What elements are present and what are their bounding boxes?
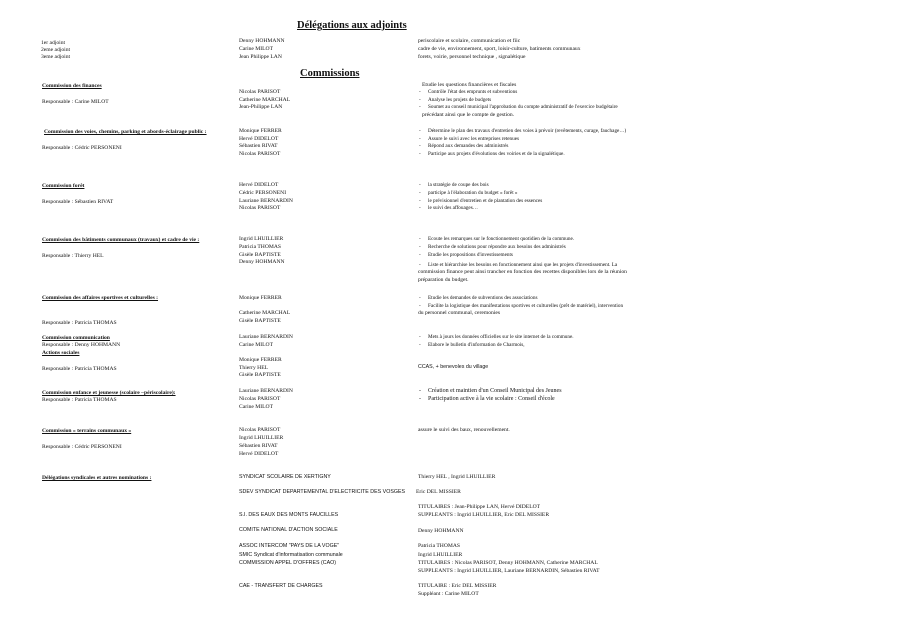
member-name: Catherine MARCHAL [239, 97, 291, 103]
duty-item: - la stratégie de coupe des bois [428, 182, 489, 190]
commission-label: Commission forêt [42, 183, 85, 189]
commission-label: Commission « terrains communaux » [42, 428, 132, 434]
commission-responsible: Responsable : Denny HOHMANN [42, 342, 121, 348]
organization-name: COMITE NATIONAL D'ACTION SOCIALE [239, 527, 338, 533]
commission-responsible: Responsable : Carine MILOT [42, 99, 109, 105]
member-name: Carine MILOT [239, 404, 274, 410]
duty-item: - Contrôle l'état des emprunts et subventions [428, 89, 517, 97]
member-name: Gisèle BAPTISTE [239, 252, 281, 258]
member-name: Denny HOHMANN [239, 259, 285, 265]
commission-label: Commission des affaires sportives et culturelles : [42, 295, 159, 301]
member-name: Lauriane BERNARDIN [239, 334, 293, 340]
duty-item: - Elabore le bulletin d'information de Charmois, [428, 342, 525, 350]
duty-text: CCAS, + benevoles du village [418, 364, 489, 370]
duty-intro: Etudie les questions financières et fiscales [422, 82, 517, 88]
member-name: Lauriane BERNARDIN [239, 388, 293, 394]
duty-item: - Répond aux demandes des administrés [428, 143, 508, 151]
duty-item: - Soumet au conseil municipal l'approbation du compte administratif de l'exercice budgétaire [428, 104, 618, 112]
duty-item: - participe à l'élaboration du budget « forêt » [428, 190, 518, 198]
duty-item: - le prévisionnel d'entretien et de plantation des essences [428, 198, 542, 206]
page-title: Délégations aux adjoints [297, 20, 407, 31]
adjoint-name: Carine MILOT [239, 46, 274, 52]
delegate-names: Patricia THOMAS [418, 543, 461, 549]
member-name: Catherine MARCHAL [239, 310, 291, 316]
member-name: Nicolas PARISOT [239, 89, 281, 95]
duty-item: - Recherche de solutions pour répondre aux besoins des administrés [428, 244, 566, 252]
delegate-names: Eric DEL MISSIER [416, 489, 461, 495]
member-name: Ingrid LHUILLIER [239, 435, 284, 441]
delegate-names: Denny HOHMANN [418, 528, 464, 534]
duty-item: - Etudie les demandes de subventions des associations [428, 295, 538, 303]
commission-responsible: Responsable : Thierry HEL [42, 253, 104, 259]
member-name: Hervé DIDELOT [239, 136, 279, 142]
organization-name: SDEV SYNDICAT DEPARTEMENTAL D'ELECTRICITE DES VOSGES [239, 489, 406, 495]
delegate-names: SUPPLEANTS : Ingrid LHUILLIER, Eric DEL MISSIER [418, 512, 550, 518]
member-name: Sébastien RIVAT [239, 443, 278, 449]
member-name: Carine MILOT [239, 342, 274, 348]
adjoint-rank: 2eme adjoint [41, 47, 71, 53]
adjoint-rank: 3eme adjoint [41, 54, 71, 60]
organization-name: COMMISSION APPEL D'OFFRES (CAO) [239, 560, 337, 566]
member-name: Monique FERRER [239, 128, 282, 134]
member-name: Lauriane BERNARDIN [239, 198, 293, 204]
duty-item: - Participe aux projets d'évolutions des voiries et de la signalétique. [428, 151, 565, 159]
organization-name: ASSOC INTERCOM "PAYS DE LA VOGE" [239, 543, 340, 549]
member-name: Gisèle BAPTISTE [239, 372, 281, 378]
duty-text: préparation du budget. [418, 277, 469, 283]
duty-item: - Détermine le plan des travaux d'entretien des voies à prévoir (revêtements, curage, fauchage…) [428, 128, 626, 136]
commission-label: Commission communication [42, 335, 110, 341]
duty-item: - Mets à jours les données officielles sur le site internet de la commune. [428, 334, 574, 342]
delegate-names: Ingrid LHUILLIER [418, 552, 463, 558]
member-name: Gisèle BAPTISTE [239, 318, 281, 324]
delegate-names: Thierry HEL , Ingrid LHUILLIER [418, 474, 496, 480]
commission-label: Commission enfance et jeunesse (scolaire –périscolaire): [42, 390, 176, 396]
adjoint-duty: forets, voirie, personnel technique , signalétique [418, 54, 526, 60]
duty-item: - Liste et hiérarchise les besoins en fonctionnement ainsi que les projets d'investissement. La [428, 262, 617, 270]
organization-name: S.I. DES EAUX DES MONTS FAUCILLES [239, 512, 339, 518]
member-name: Hervé DIDELOT [239, 451, 279, 457]
delegate-names: SUPPLEANTS : Ingrid LHUILLIER, Lauriane BERNARDIN, Sébastien RIVAT [418, 568, 600, 574]
duty-item: - Etudie les propositions d'investissements [428, 252, 513, 260]
member-name: Monique FERRER [239, 357, 282, 363]
duty-item: - Ecoute les remarques sur le fonctionnement quotidien de la commune. [428, 236, 574, 244]
commission-label: Commission des finances [42, 83, 102, 89]
commissions-title: Commissions [300, 68, 360, 79]
delegate-names: TITULAIRES : Jean-Philippe LAN, Hervé DIDELOT [418, 504, 541, 510]
member-name: Nicolas PARISOT [239, 396, 281, 402]
commission-label: Actions sociales [42, 350, 80, 356]
adjoint-duty: periscolaire et scolaire, communication et fiic [418, 38, 521, 44]
duty-item: - Création et maintien d'un Conseil Municipal des Jeunes [428, 388, 562, 396]
member-name: Sébastien RIVAT [239, 143, 278, 149]
adjoint-name: Denny HOHMANN [239, 38, 285, 44]
member-name: Nicolas PARISOT [239, 427, 281, 433]
duty-item: - Analyse les projets de budgets [428, 97, 491, 105]
adjoint-name: Jean Philippe LAN [239, 54, 282, 60]
member-name: Cédric PERSONENI [239, 190, 287, 196]
commission-responsible: Responsable : Cédric PERSONENI [42, 145, 122, 151]
commission-label: Commission des bâtiments communaux (travaux) et cadre de vie : [42, 237, 200, 243]
member-name: Ingrid LHUILLIER [239, 236, 284, 242]
member-name: Monique FERRER [239, 295, 282, 301]
commission-responsible: Responsable : Patricia THOMAS [42, 320, 117, 326]
member-name: Nicolas PARISOT [239, 151, 281, 157]
organization-name: SMIC Syndicat d'informatisation communale [239, 552, 343, 558]
organization-name: SYNDICAT SCOLAIRE DE XERTIGNY [239, 474, 331, 480]
adjoint-rank: 1er adjoint [41, 40, 66, 46]
duty-item: - Facilite la logistique des manifestations sportives et culturelles (prêt de matériel), intervention [428, 303, 623, 311]
commission-responsible: Responsable : Patricia THOMAS [42, 366, 117, 372]
duty-text: précédant ainsi que le compte de gestion. [422, 112, 515, 118]
delegate-names: TITULAIRES : Nicolas PARISOT, Denny HOHMANN, Catherine MARCHAL [418, 560, 598, 566]
delegate-names: TITULAIRE : Eric DEL MISSIER [418, 583, 497, 589]
duty-item: - Assure le suivi avec les entreprises retenues [428, 136, 519, 144]
commission-responsible: Responsable : Sébastien RIVAT [42, 199, 114, 205]
commission-responsible: Responsable : Cédric PERSONENI [42, 444, 122, 450]
duty-text: commission finance peut ainsi trancher en fonction des recettes disponibles lors de la réunion [418, 269, 627, 275]
commission-label: Commission des voies, chemins, parking et abords-éclairage public : [44, 129, 207, 135]
duty-item: - Participation active à la vie scolaire : Conseil d'école [428, 396, 555, 404]
duty-text: assure le suivi des baux, renouvellement. [418, 427, 510, 433]
adjoint-duty: cadre de vie, environnement, sport, loisir-culture, batiments communaux [418, 46, 581, 52]
duty-item: - le suivi des affouages… [428, 205, 478, 213]
member-name: Nicolas PARISOT [239, 205, 281, 211]
organization-name: CAE - TRANSFERT DE CHARGES [239, 583, 323, 589]
commission-responsible: Responsable : Patricia THOMAS [42, 397, 117, 403]
member-name: Patricia THOMAS [239, 244, 282, 250]
member-name: Hervé DIDELOT [239, 182, 279, 188]
section-label: Délégations syndicales et autres nominations : [42, 475, 152, 481]
delegate-names: Suppléant : Carine MILOT [418, 591, 479, 597]
member-name: Jean-Philippe LAN [239, 104, 283, 110]
member-name: Thierry HEL [239, 365, 269, 371]
duty-text: du personnel communal, ceremonies [418, 310, 501, 316]
